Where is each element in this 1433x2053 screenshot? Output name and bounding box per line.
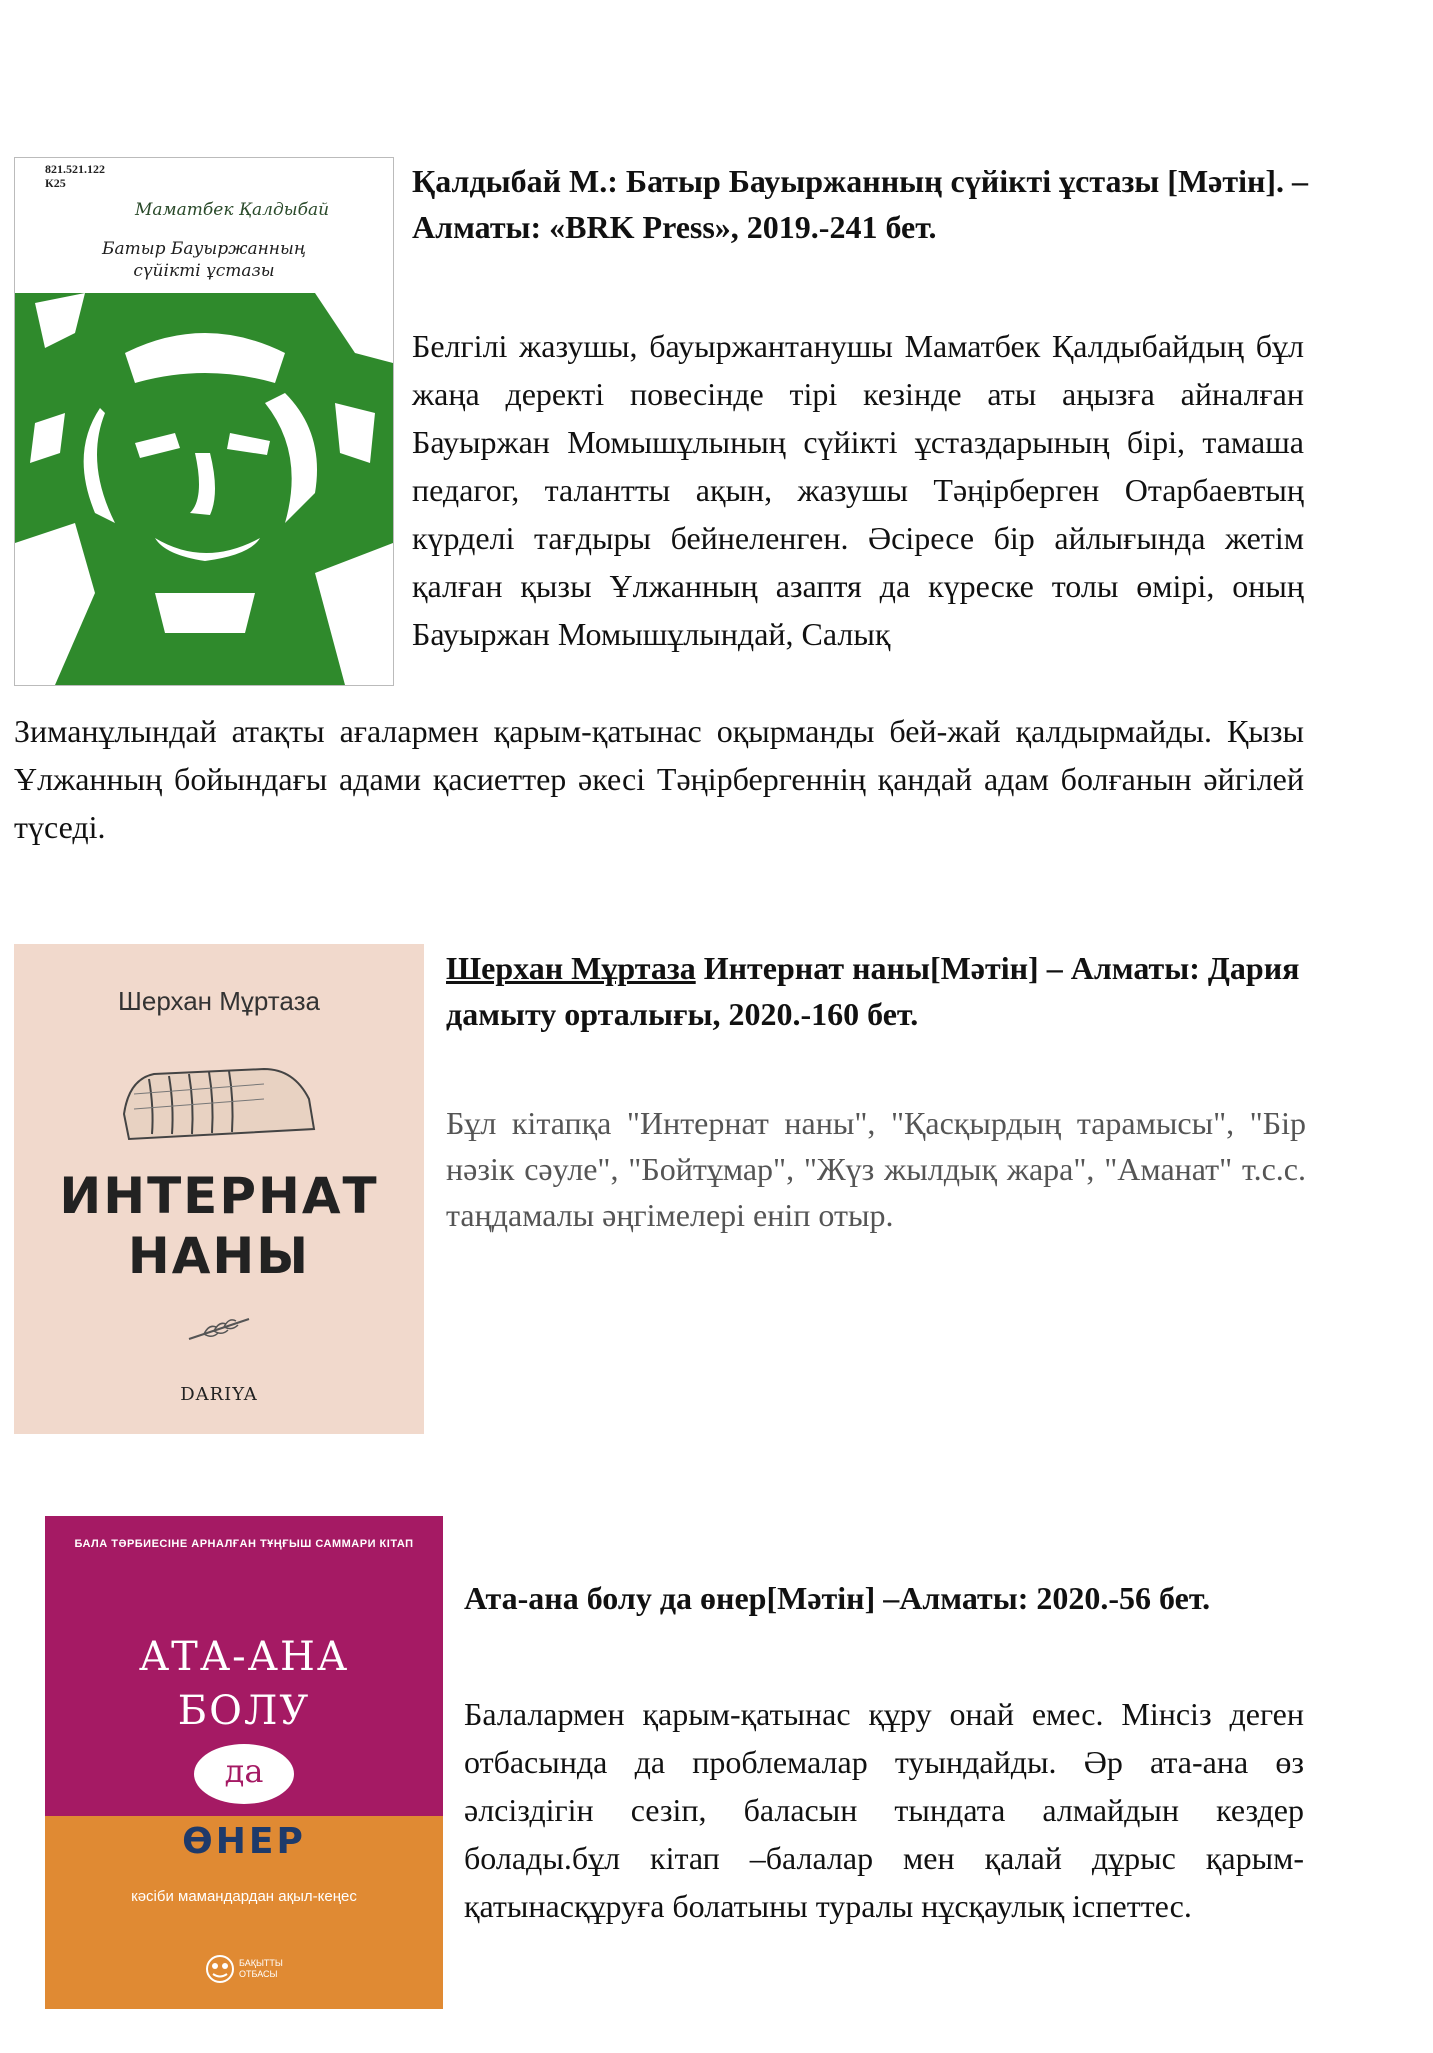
cover-publisher-logo: DARIYA xyxy=(180,1384,258,1405)
book-description-wrapped: Белгілі жазушы, бауыржантанушы Маматбек Қалдыбайдың бұл жаңа деректі повесінде тірі кезінде аты аңызға айналған Бауыржан Момышұлының сүйікті ұстаздарының бірі, тамаша педагог, талантты ақын, жазушы Тәңірберген Отарбаевтың күрделі тағдыры бейнеленген. Әсіресе бір айлығында жетім қалған қызы Ұлжанның азаптя да күреске толы өмірі, оның Бауыржан Момышұлындай, Салық xyxy=(412,328,1304,652)
cover-title-line2: сүйікті ұстазы xyxy=(133,261,275,281)
cover-library-code: 821.521.122 xyxy=(45,162,105,176)
portrait-illustration xyxy=(15,293,393,685)
author-name: Шерхан Мұртаза xyxy=(446,950,696,986)
logo-text-line2: ОТБАСЫ xyxy=(239,1969,278,1979)
book-title-ata-ana: Ата-ана болу да өнер[Мәтін] –Алматы: 2020.-56 бет. xyxy=(464,1580,1211,1616)
title-rest: Интернат наны[Мәтін] – Алматы: Дария дамыту орталығы, 2020.-160 бет. xyxy=(446,950,1300,1032)
family-logo-icon xyxy=(205,1954,235,1984)
cover-author: Шерхан Мұртаза xyxy=(118,986,320,1016)
cover-library-code-2: К25 xyxy=(45,176,66,190)
book-title-internat-nany xyxy=(446,945,1306,1037)
book-cover-ata-ana xyxy=(45,1516,443,2009)
cover-title-line4: ӨНЕР xyxy=(182,1821,306,1862)
cover-title-line3: да xyxy=(224,1752,264,1790)
book-cover-kaldybai xyxy=(14,157,394,686)
book-description-continued: Зиманұлындай атақты ағалармен қарым-қатынас оқырманды бей-жай қалдырмайды. Қызы Ұлжанның бойындағы адами қасиеттер әкесі Тәңірбергеннің қандай адам болғанын әйгілей түседі. xyxy=(14,713,1304,845)
wheat-icon xyxy=(184,1309,254,1349)
book-title-kaldybai xyxy=(412,158,1312,250)
cover-title-line2: БОЛУ xyxy=(177,1688,311,1734)
cover-subtitle: кәсіби мамандардан ақыл-кеңес xyxy=(131,1888,357,1905)
cover-title-line2: НАНЫ xyxy=(127,1227,311,1285)
logo-text-line1: БАҚЫТТЫ xyxy=(239,1958,283,1968)
book-description: Бұл кітапқа "Интернат наны", "Қасқырдың тарамысы", "Бір нәзік сәуле", "Бойтұмар", "Жүз жылдық жара", "Аманат" т.с.с. таңдамалы әңгімелері еніп отыр. xyxy=(446,1105,1306,1233)
cover-title-line1: ИНТЕРНАТ xyxy=(59,1167,379,1225)
book-description: Балалармен қарым-қатынас құру онай емес. Мінсіз деген отбасында да проблемалар туындайды. Әр ата-ана өз әлсіздігін сезіп, баласын тындата алмайдын кездер болады.бұл кітап –балалар мен қалай дұрыс қарым-қатынасқұруға болатыны туралы нұсқаулық іспеттес. xyxy=(464,1696,1304,1924)
book-cover-internat-nany xyxy=(14,944,424,1434)
cover-title-line1: Батыр Бауыржанның xyxy=(102,239,306,259)
author-name: Қалдыбай М. xyxy=(412,163,608,199)
title-rest: : Батыр Бауыржанның сүйікті ұстазы [Мәтін]. –Алматы: «BRK Press», 2019.-241 бет. xyxy=(412,163,1309,245)
cover-top-text: БАЛА ТӘРБИЕСІНЕ АРНАЛҒАН ТҰҢҒЫШ САММАРИ КІТАП xyxy=(74,1538,414,1550)
cover-title-line1: АТА-АНА xyxy=(138,1634,350,1680)
cover-author-signature: Маматбек Қалдыбай xyxy=(135,200,330,220)
bread-illustration xyxy=(114,1054,324,1154)
